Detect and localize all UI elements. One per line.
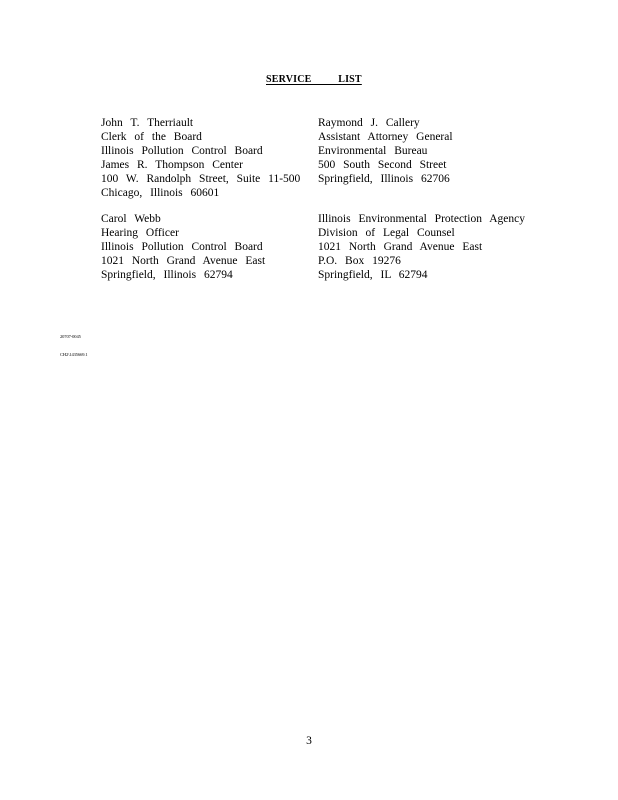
- contact-line: Environmental Bureau: [318, 145, 428, 157]
- document-code: 20707-0045: [60, 334, 81, 339]
- contact-line: James R. Thompson Center: [101, 159, 243, 171]
- page-title: SERVICE LIST: [266, 74, 362, 85]
- contact-line: Carol Webb: [101, 213, 161, 225]
- contact-line: Division of Legal Counsel: [318, 227, 455, 239]
- document-reference-code: CH2\1435669.1: [60, 352, 88, 357]
- contact-line: 100 W. Randolph Street, Suite 11-500: [101, 173, 301, 185]
- contact-line: Hearing Officer: [101, 227, 179, 239]
- contact-line: Springfield, Illinois 62794: [101, 269, 233, 281]
- contact-line: Chicago, Illinois 60601: [101, 187, 220, 199]
- contact-line: Illinois Pollution Control Board: [101, 241, 263, 253]
- contact-line: Illinois Environmental Protection Agency: [318, 213, 525, 225]
- contact-line: 1021 North Grand Avenue East: [101, 255, 266, 267]
- contact-line: John T. Therriault: [101, 117, 194, 129]
- contact-line: P.O. Box 19276: [318, 255, 401, 267]
- contact-line: 1021 North Grand Avenue East: [318, 241, 483, 253]
- contact-line: 500 South Second Street: [318, 159, 447, 171]
- contact-line: Springfield, IL 62794: [318, 269, 428, 281]
- contact-block-hearing-officer: [101, 212, 265, 282]
- contact-line: Raymond J. Callery: [318, 117, 420, 129]
- contact-block-clerk: [101, 116, 300, 200]
- contact-block-attorney-general: [318, 116, 453, 186]
- contact-line: Assistant Attorney General: [318, 131, 453, 143]
- page-number: 3: [306, 735, 312, 747]
- contact-line: Illinois Pollution Control Board: [101, 145, 263, 157]
- contact-block-epa: [318, 212, 525, 282]
- contact-line: Springfield, Illinois 62706: [318, 173, 450, 185]
- contact-line: Clerk of the Board: [101, 131, 202, 143]
